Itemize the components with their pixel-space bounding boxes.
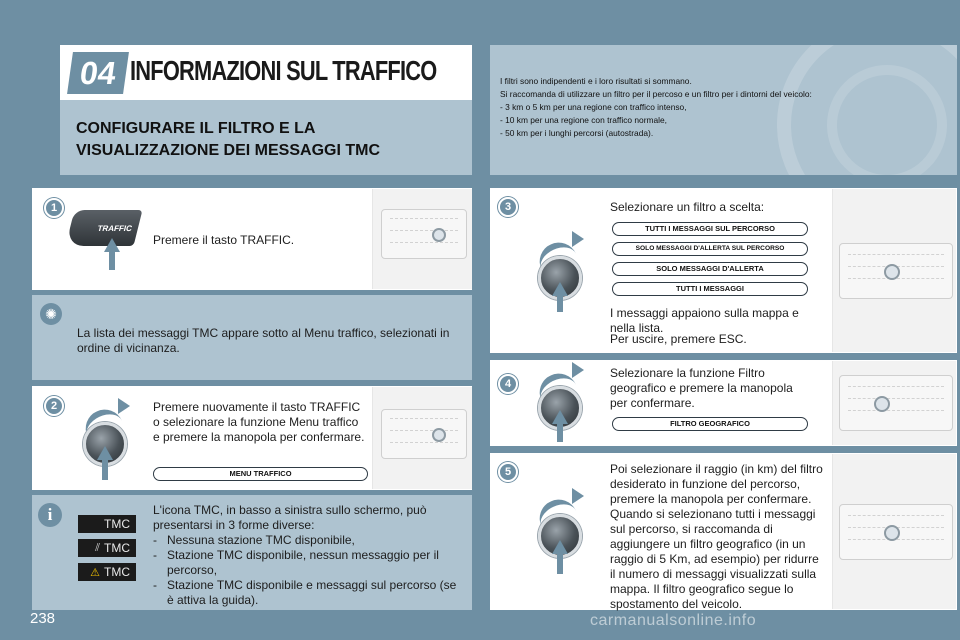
press-arrow-shaft: [109, 252, 115, 270]
chapter-number: 04: [67, 52, 129, 94]
radio-faceplate: [839, 375, 953, 431]
filter-option: TUTTI I MESSAGGI SUL PERCORSO: [612, 222, 808, 236]
press-arrow-shaft: [557, 296, 563, 312]
rotate-arrow-head-icon: [572, 488, 584, 504]
tmc-label: TMC: [104, 541, 130, 555]
tip-text: La lista dei messaggi TMC appare sotto al Menu traffico, selezionati in ordine di vicinanza.: [77, 326, 450, 355]
tmc-label: TMC: [104, 517, 130, 531]
press-arrow-icon: [552, 540, 568, 554]
info-icon: i: [38, 503, 62, 527]
road-icon: ⫽: [95, 541, 100, 554]
step2-badge: 2: [44, 396, 64, 416]
filter-option: SOLO MESSAGGI D'ALLERTA: [612, 262, 808, 276]
warning-icon: ⚠: [90, 566, 100, 579]
rotate-arrow-head-icon: [118, 398, 130, 414]
radio-knob-icon: [884, 525, 900, 541]
rotate-arrow-head-icon: [572, 362, 584, 378]
intro-bullet: - 50 km per i lunghi percorsi (autostrada).: [500, 128, 654, 139]
press-arrow-shaft: [557, 424, 563, 442]
menu-traffico-pill: MENU TRAFFICO: [153, 467, 368, 481]
tmc-icon-alert: [78, 563, 136, 581]
radio-faceplate: [381, 209, 467, 259]
step3-heading: Selezionare un filtro a scelta:: [610, 200, 765, 214]
press-arrow-shaft: [102, 460, 108, 480]
radio-image: [372, 387, 472, 489]
intro-text: [500, 75, 950, 141]
filter-option: SOLO MESSAGGI D'ALLERTA SUL PERCORSO: [612, 242, 808, 256]
step4-badge: 4: [498, 374, 518, 394]
step5-badge: 5: [498, 462, 518, 482]
intro-line: I filtri sono indipendenti e i loro risultati si sommano.: [500, 76, 692, 86]
tmc-label: TMC: [104, 565, 130, 579]
rotate-arrow-head-icon: [572, 231, 584, 247]
radio-knob-icon: [432, 228, 446, 242]
step1-text: Premere il tasto TRAFFIC.: [153, 233, 295, 247]
info-bullet: - Nessuna stazione TMC disponibile,: [153, 533, 355, 547]
step2-text: Premere nuovamente il tasto TRAFFIC o selezionare la funzione Menu traffico e premere la manopola per confermare.: [153, 400, 365, 444]
page-number: 238: [30, 610, 56, 627]
filter-option: TUTTI I MESSAGGI: [612, 282, 808, 296]
intro-panel: [490, 45, 957, 175]
filtro-geografico-pill: FILTRO GEOGRAFICO: [612, 417, 808, 431]
radio-knob-icon: [884, 264, 900, 280]
section-title: CONFIGURARE IL FILTRO E LA VISUALIZZAZIONE DEI MESSAGGI TMC: [76, 120, 381, 160]
step5-text: Poi selezionare il raggio (in km) del filtro desiderato in funzione del percorso, premere la manopola per confermare. Quando si selezionano tutti i messaggi sul percorso, si raccomanda di aggiungere un filtro geografico (in un raggio di 5 Km, ad esempio) per ridurre il numero di messaggi visualizzati sulla mappa. Il filtro geografico segue lo spostamento del veicolo.: [610, 462, 823, 611]
step4-text: Selezionare la funzione Filtro geografico e premere la manopola per confermare.: [610, 366, 793, 410]
radio-faceplate: [381, 409, 467, 459]
intro-bullet: - 10 km per una regione con traffico normale,: [500, 115, 667, 126]
step3-text2: Per uscire, premere ESC.: [610, 332, 747, 346]
info-intro: L'icona TMC, in basso a sinistra sullo schermo, può presentarsi in 3 forme diverse:: [153, 503, 427, 532]
traffic-button-label: TRAFFIC: [96, 223, 134, 233]
step1-badge: 1: [44, 198, 64, 218]
chapter-title: INFORMAZIONI SUL TRAFFICO: [130, 55, 437, 86]
intro-line: Si raccomanda di utilizzare un filtro per il percoso e un filtro per i dintorni del veicolo:: [500, 89, 812, 100]
press-arrow-icon: [552, 282, 568, 296]
step3-badge: 3: [498, 197, 518, 217]
intro-bullet: - 3 km o 5 km per una regione con traffico intenso,: [500, 102, 687, 113]
press-arrow-shaft: [557, 554, 563, 574]
radio-image: [832, 189, 956, 352]
watermark: carmanualsonline.info: [590, 612, 757, 629]
press-arrow-icon: [97, 446, 113, 460]
radio-image: [372, 189, 472, 289]
step3-text: I messaggi appaiono sulla mappa e nella lista.: [610, 306, 799, 335]
radio-faceplate: [839, 504, 953, 560]
info-bullet: - Stazione TMC disponibile e messaggi sul percorso (se è attiva la guida).: [153, 578, 457, 607]
radio-image: [832, 361, 956, 445]
tmc-icon-none: [78, 515, 136, 533]
press-arrow-icon: [104, 238, 120, 252]
tmc-icon-available: [78, 539, 136, 557]
radio-image: [832, 454, 956, 609]
press-arrow-icon: [552, 410, 568, 424]
info-text: [153, 503, 465, 608]
lightbulb-icon: ✺: [40, 303, 62, 325]
info-bullet: - Stazione TMC disponibile, nessun messaggio per il percorso,: [153, 548, 439, 577]
radio-knob-icon: [874, 396, 890, 412]
radio-knob-icon: [432, 428, 446, 442]
radio-faceplate: [839, 243, 953, 299]
